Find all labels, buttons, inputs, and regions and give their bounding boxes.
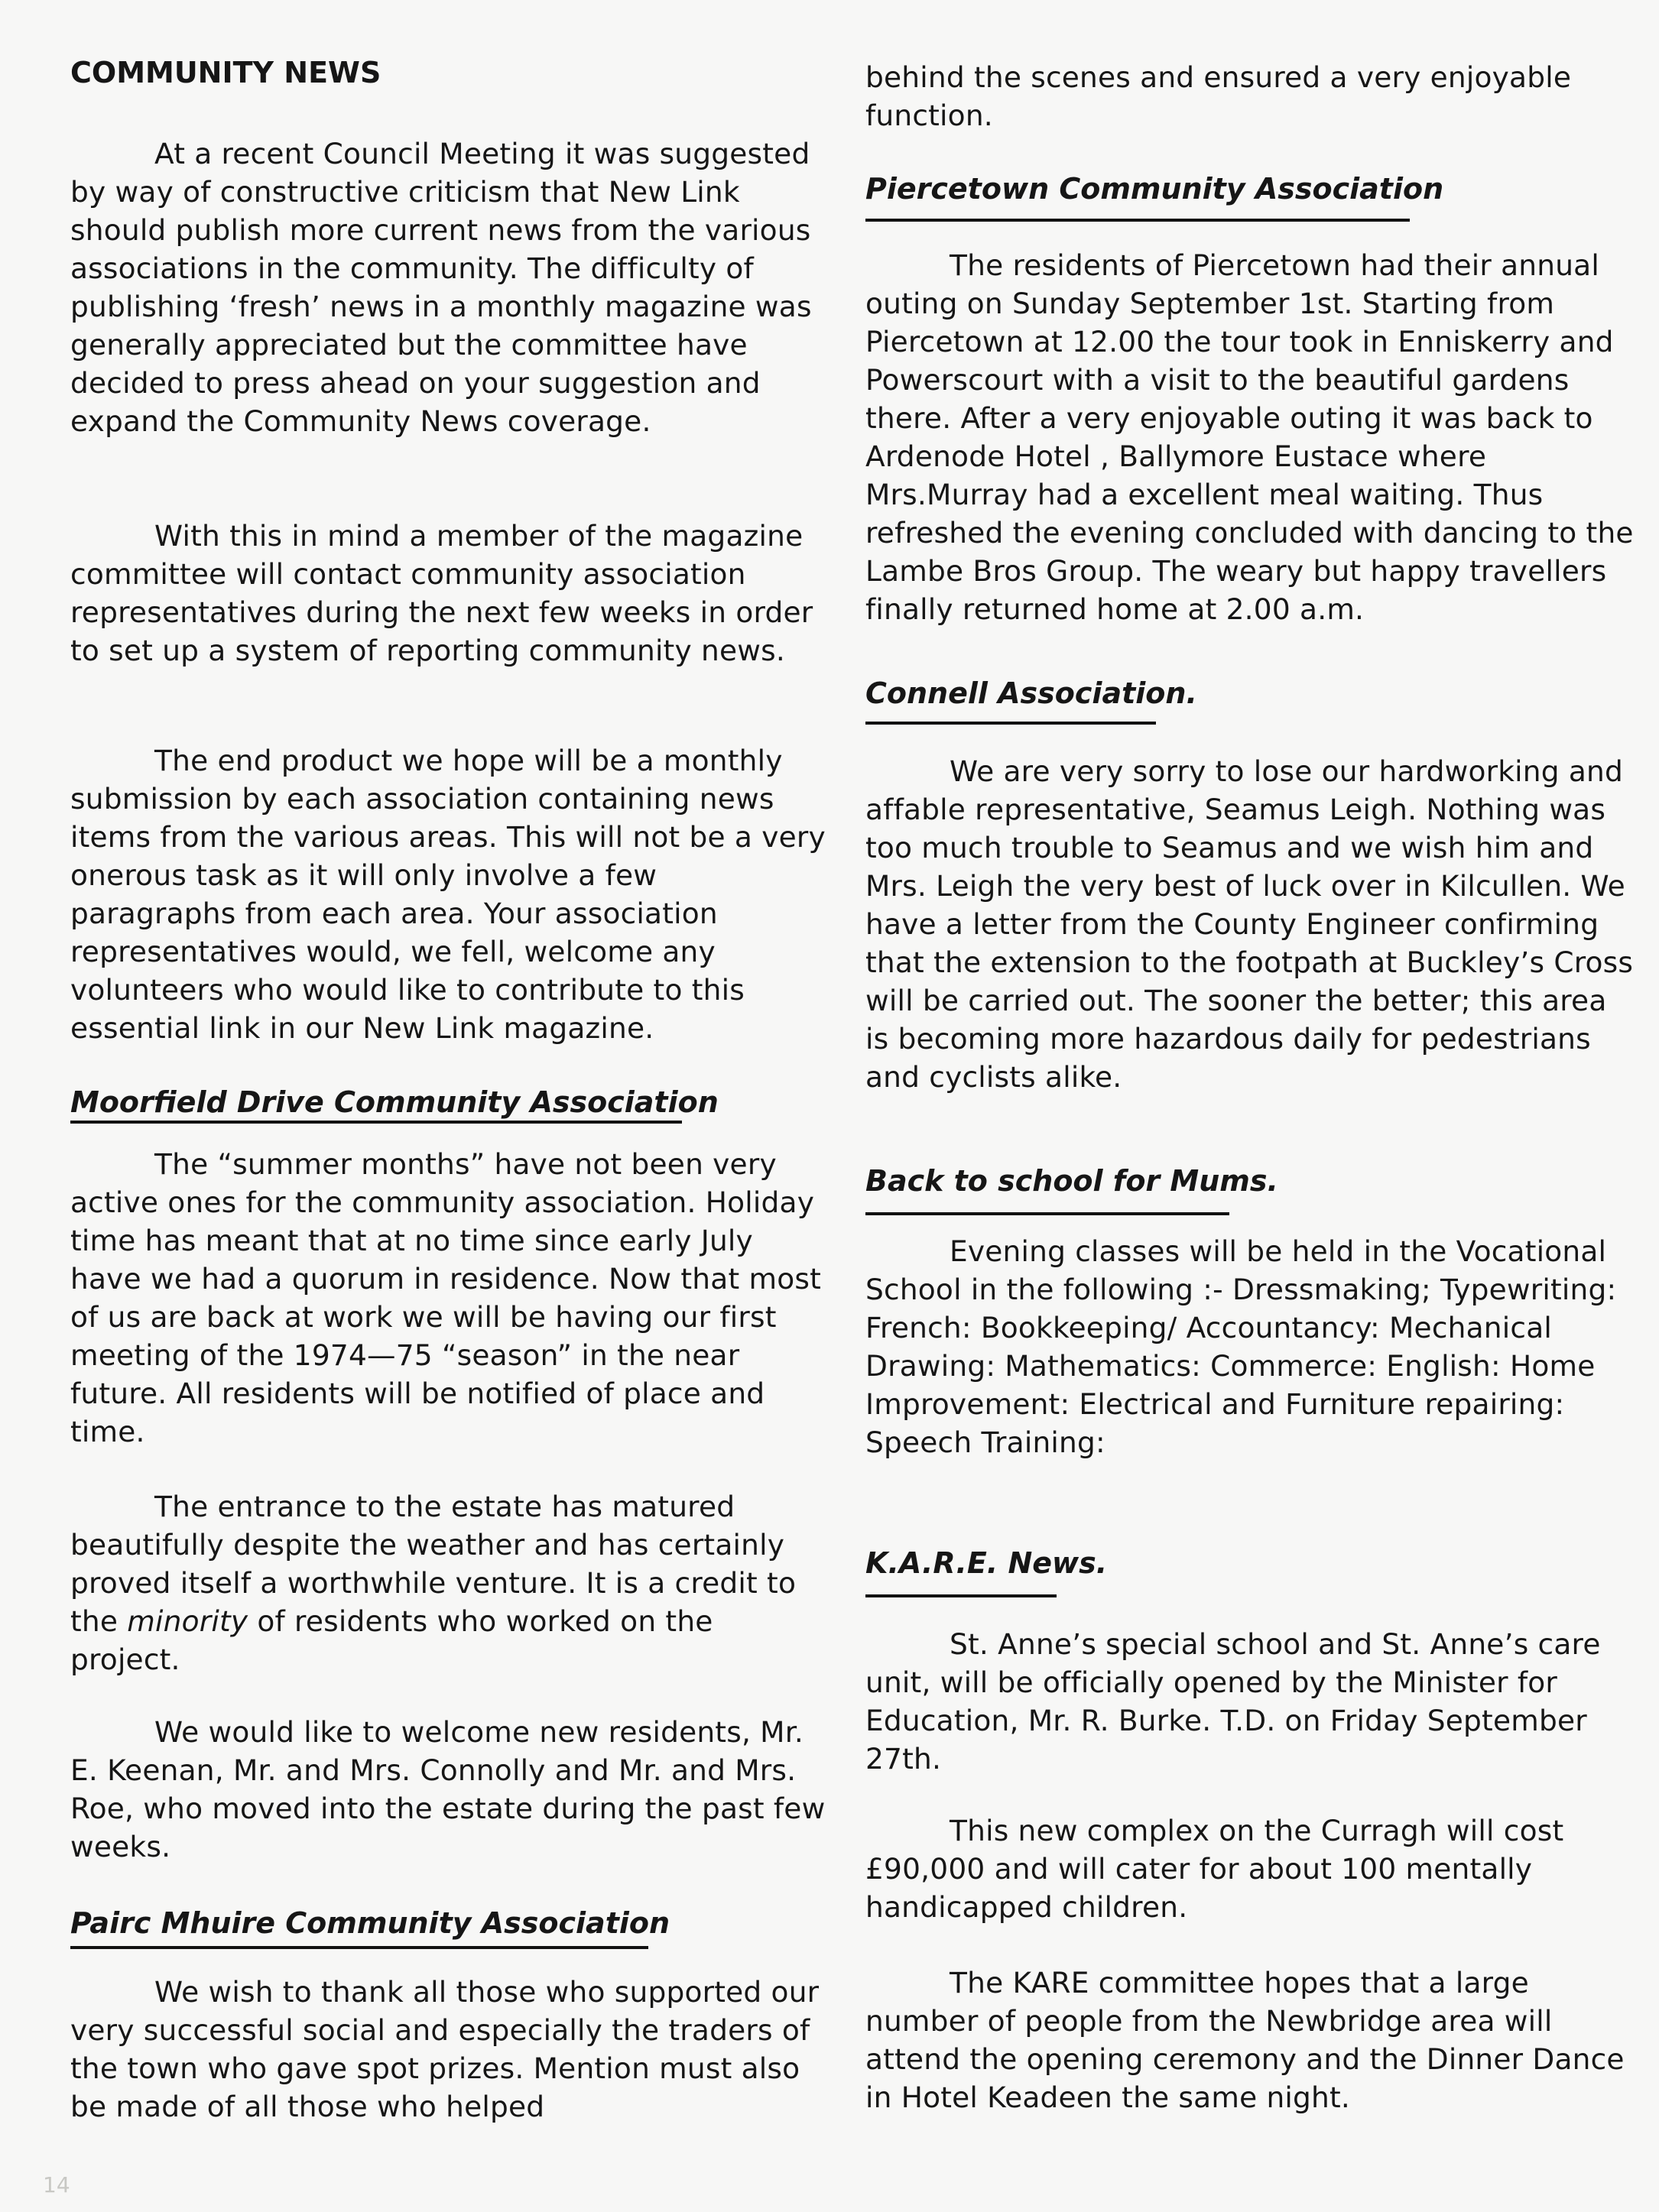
school-title-rule [865, 1212, 1229, 1215]
school-paragraph-1: Evening classes will be held in the Vocational School in the following :- Dressmaking; Typewriting: French: Bookkeeping/ Accountancy: Mechanical Drawing: Mathematics: Commerce: English: Home Improvement: Electrical and Furniture repairing: Speech Training: [865, 1234, 1617, 1459]
intro-paragraph-1: At a recent Council Meeting it was suggested by way of constructive criticism that New Link should publish more current news from the various associations in the community. The difficulty of publishing ‘fresh’ news in a monthly magazine was generally appreciated but the committee have decided to press ahead on your suggestion and expand the Community News coverage. [70, 137, 812, 438]
moorfield-p2-text-b: of residents who worked on the project. [70, 1604, 713, 1676]
piercetown-paragraph-1: The residents of Piercetown had their annual outing on Sunday September 1st. Starting from Piercetown at 12.00 the tour took in Enniskerry and Powerscourt with a visit to the beautiful gardens there. After a very enjoyable outing it was back to Ardenode Hotel , Ballymore Eustace where Mrs.Murray had a excellent meal waiting. Thus refreshed the evening concluded with dancing to the Lambe Bros Group. The weary but happy travellers finally returned home at 2.00 a.m. [865, 248, 1634, 626]
kare-title-rule [865, 1594, 1057, 1597]
moorfield-p2-text-a: The entrance to the estate has matured beautifully despite the weather and has certainly proved itself a worthwhile venture. It is a credit to the [70, 1490, 797, 1638]
moorfield-p2-emphasis: minority [127, 1604, 248, 1638]
kare-section-title: K.A.R.E. News. [865, 1546, 1108, 1580]
page-number: 14 [43, 2172, 70, 2197]
kare-paragraph-1: St. Anne’s special school and St. Anne’s care unit, will be officially opened by the Minister for Education, Mr. R. Burke. T.D. on Friday September 27th. [865, 1627, 1601, 1776]
intro-paragraph-2: With this in mind a member of the magazine committee will contact community association representatives during the next few weeks in order to set up a system of reporting community news. [70, 519, 813, 667]
intro-paragraph-3: The end product we hope will be a monthly submission by each association containing news items from the various areas. This will not be a very onerous task as it will only involve a few paragraphs from each area. Your association representatives would, we fell, welcome any volunteers who would like to contribute to this essential link in our New Link magazine. [70, 744, 826, 1045]
pairc-section-title: Pairc Mhuire Community Association [70, 1906, 670, 1940]
page-heading: COMMUNITY NEWS [70, 56, 381, 89]
connell-section-title: Connell Association. [865, 676, 1197, 710]
continued-paragraph: behind the scenes and ensured a very enjoyable function. [865, 60, 1572, 132]
moorfield-paragraph-2 [70, 1487, 827, 1678]
kare-paragraph-2: This new complex on the Curragh will cost £90,000 and will cater for about 100 mentally handicapped children. [865, 1814, 1564, 1924]
pairc-title-rule [70, 1946, 648, 1949]
piercetown-title-rule [865, 219, 1410, 222]
moorfield-paragraph-3: We would like to welcome new residents, Mr. E. Keenan, Mr. and Mrs. Connolly and Mr. and Mrs. Roe, who moved into the estate during the past few weeks. [70, 1715, 826, 1863]
connell-paragraph-1: We are very sorry to lose our hardworking and affable representative, Seamus Leigh. Nothing was too much trouble to Seamus and we wish him and Mrs. Leigh the very best of luck over in Kilcullen. We have a letter from the County Engineer confirming that the extension to the footpath at Buckley’s Cross will be carried out. The sooner the better; this area is becoming more hazardous daily for pedestrians and cyclists alike. [865, 754, 1634, 1094]
moorfield-section-title: Moorfield Drive Community Association [70, 1085, 719, 1119]
piercetown-section-title: Piercetown Community Association [865, 172, 1444, 206]
moorfield-paragraph-1: The “summer months” have not been very active ones for the community association. Holiday time has meant that at no time since early July have we had a quorum in residence. Now that most of us are back at work we will be having our first meeting of the 1974—75 “season” in the near future. All residents will be notified of place and time. [70, 1147, 821, 1448]
moorfield-title-rule [70, 1121, 682, 1124]
connell-title-rule [865, 722, 1156, 725]
school-section-title: Back to school for Mums. [865, 1164, 1278, 1198]
kare-paragraph-3: The KARE committee hopes that a large number of people from the Newbridge area will attend the opening ceremony and the Dinner Dance in Hotel Keadeen the same night. [865, 1966, 1625, 2114]
pairc-paragraph-1: We wish to thank all those who supported our very successful social and especially the traders of the town who gave spot prizes. Mention must also be made of all those who helped [70, 1975, 820, 2123]
